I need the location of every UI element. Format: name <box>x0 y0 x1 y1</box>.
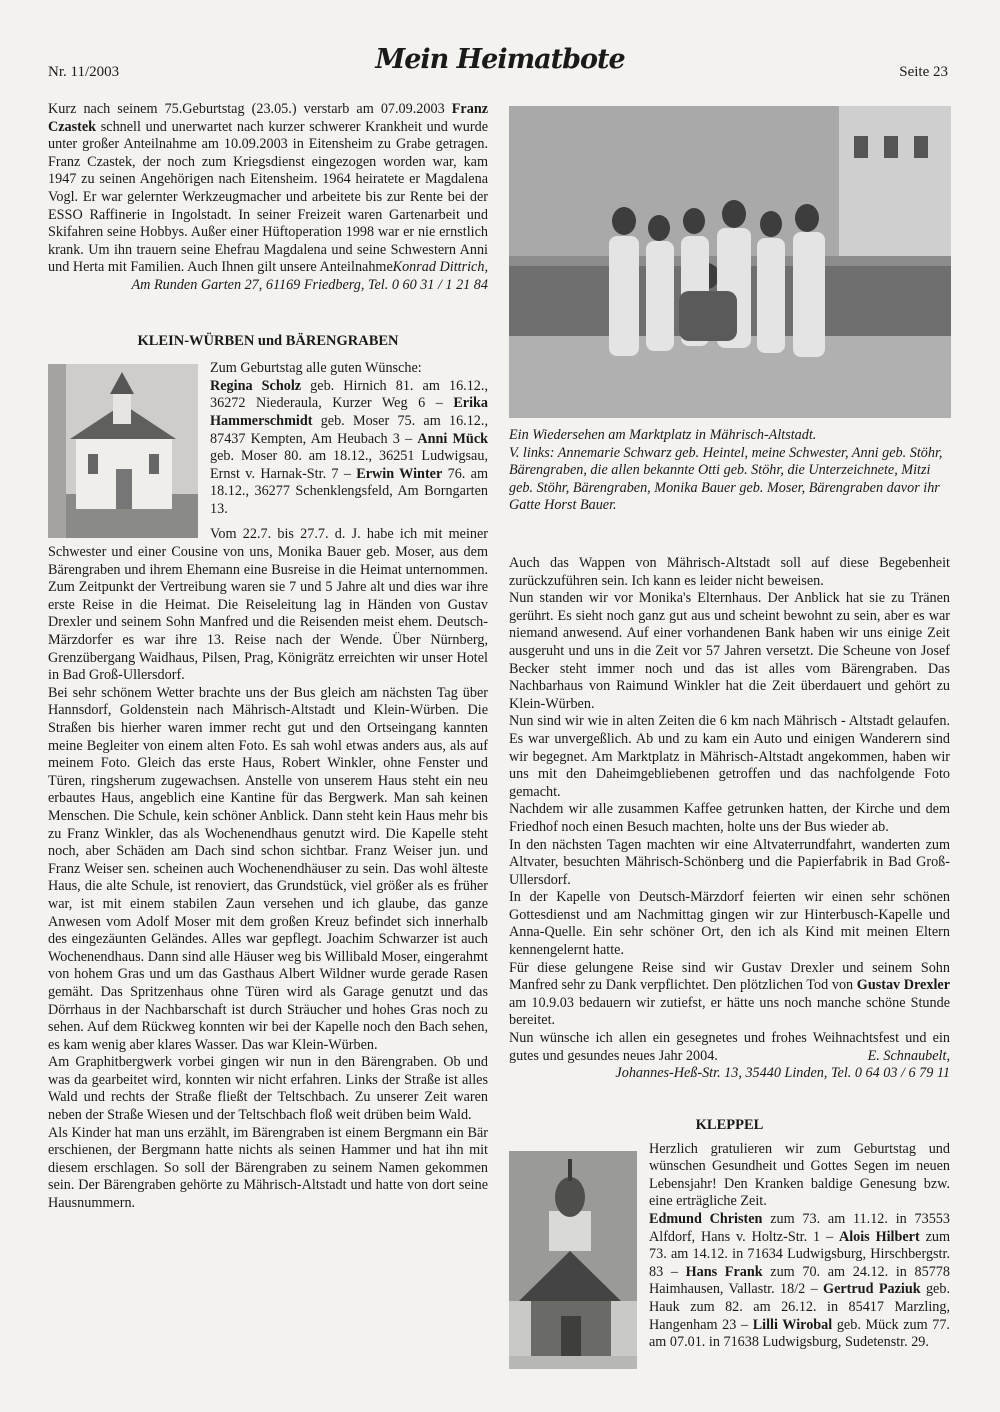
chapel-tower-photo <box>509 1151 637 1369</box>
masthead-title: Mein Heimatbote <box>375 44 625 75</box>
story-paragraph: Nun sind wir wie in alten Zeiten die 6 km nach Mährisch - Altstadt gelaufen. Es war unvergeßlich. Ab und zu kam ein Auto und einigen Wanderern sind wir begegnet. Am Marktplatz in Mährisch-Altstadt angekommen, haben wir uns mit den Daheimgebliebenen getroffen und das nachfolgende Foto gemacht. <box>509 713 950 800</box>
birthday-name: Lilli Wirobal <box>752 1316 833 1333</box>
right-column <box>509 555 950 1083</box>
birthday-name: Alois Hilbert <box>838 1228 920 1245</box>
obituary-address: Am Runden Garten 27, 61169 Friedberg, Tel. 0 60 31 / 1 21 84 <box>131 276 488 293</box>
photo-caption <box>509 427 950 515</box>
group-photo <box>509 106 951 418</box>
birthday-name: Hans Frank <box>685 1263 763 1280</box>
birthday-detail: geb. Mück zum 77. am 07.01. in 71638 Ludwigsburg, Sudetenstr. 29. <box>649 1316 950 1351</box>
story-paragraph: In der Kapelle von Deutsch-Märzdorf feierten wir einen sehr schönen Gottesdienst und am Nachmittag gingen wir zur Hinterbusch-Kapelle und Anna-Quelle. Ein sehr schöner Ort, den ich als Kind mit meinen Eltern kennengelernt hatte. <box>509 889 950 959</box>
group-photo-illustration <box>509 106 951 418</box>
chapel-photo <box>48 364 198 538</box>
story-paragraph: In den nächsten Tagen machten wir eine Altvaterrundfahrt, wanderten zum Altvater, besuchten Mährisch-Schönberg und die Papierfabrik in Bad Groß-Ullersdorf. <box>509 836 950 888</box>
chapel-tower-illustration <box>509 1151 637 1369</box>
author-signature: E. Schnaubelt, <box>867 1047 950 1064</box>
birthday-name: Anni Mück <box>417 430 489 447</box>
section-heading-kleppel: KLEPPEL <box>695 1117 764 1133</box>
birthday-name: Regina Scholz <box>210 377 302 394</box>
birthday-detail: geb. Hauk zum 82. am 26.12. in 85417 Marzling, Hangenham 23 – <box>649 1281 950 1333</box>
caption-line: Ein Wiedersehen am Marktplatz in Mährisch-Altstadt. <box>509 427 817 443</box>
left-column <box>48 101 488 1213</box>
birthday-detail: geb. Moser 80. am 18.12., 36251 Ludwigsau, Ernst v. Harnak-Str. 7 – <box>210 448 488 482</box>
obituary-text: schnell und unerwartet nach kurzer schwerer Krankheit und wurde unter großer Anteilnahme am 10.09.2003 in Eitensheim zu Grabe getragen. Franz Czastek, der noch zum Kriegsdienst eingezogen worden war, kam 1947 zu seinen Angehörigen nach Eitensheim. 1964 heiratete er Magdalena Vogl. Er war gelernter Werkzeugmacher und arbeitete bis zur Rente bei der ESSO Raffinerie in Ingolstadt. In seiner Freizeit waren Gartenarbeit und Skifahren seine Hobbys. Außer einer Hüftoperation 1998 war er nie ernstlich krank. Um ihn trauern seine Ehefrau Magdalena und seine Schwestern Anni und Herta mit Familien. Auch Ihnen gilt unsere Anteilnahme. <box>48 118 488 276</box>
author-address: Johannes-Heß-Str. 13, 35440 Linden, Tel. 0 64 03 / 6 79 11 <box>615 1065 950 1082</box>
story-paragraph: Auch das Wappen von Mährisch-Altstadt soll auf diese Begebenheit zurückzuführen sein. Ich kann es leider nicht beweisen. <box>509 555 950 589</box>
thanks-text: am 10.9.03 bedauern wir zutiefst, er hätte uns noch manche schöne Stunde bereitet. <box>509 994 950 1029</box>
birthday-detail: zum 73. am 11.12. in 73553 Alfdorf, Hans v. Holtz-Str. 1 – <box>649 1210 950 1245</box>
birthday-intro: Zum Geburtstag alle guten Wünsche: <box>210 360 422 377</box>
wish-paragraph: Nun wünsche ich allen ein gesegnetes und frohes Weihnachtsfest und ein gutes und gesundes neues Jahr 2004. <box>509 1030 950 1064</box>
birthday-detail: zum 70. am 24.12. in 85778 Haimhausen, Vallastr. 18/2 – <box>649 1263 950 1298</box>
birthday-name: Erwin Winter <box>356 465 443 482</box>
birthday-detail: geb. Moser 75. am 16.12., 87437 Kempten, Am Heubach 3 – <box>210 412 488 447</box>
page-number: Seite 23 <box>899 64 948 80</box>
obituary-signature: Konrad Dittrich, <box>392 259 488 276</box>
birthday-detail: zum 73. am 14.12. in 71634 Ludwigsburg, Hirschbergstr. 83 – <box>649 1228 950 1280</box>
story-paragraph: Bei sehr schönem Wetter brachte uns der Bus gleich am nächsten Tag über Hannsdorf, Goldenstein nach Mährisch-Altstadt und Klein-Würben. Die Straßen bis hierher waren immer recht gut und den Ortseingang kannten meine Begleiter von einem alten Foto. Es sah wohl etwas anders aus, als auf meinem Foto. Gleich das erste Haus, Robert Winkler, ohne Fenster und Türen, ringsherum zugewachsen. Anstelle von unserem Haus steht ein neu erbautes Haus, angeblich eine Kantine für das Bergwerk. Man sah keinen Menschen. Die Schule, kein schöner Anblick. Dann steht kein Haus mehr bis zu Franz Winkler, das als Wochenendhaus genutzt wird. Die Kapelle steht noch, aber Schäden am Dach sind schon sichtbar. Franz Weiser jun. und Franz Weiser sen. scheinen auch Wochenendhäuser zu sein. Das wohl älteste Haus, die alte Schule, ist renoviert, das Grundstück, viel größer als es früher war, ist mit einem stabilen Zaun versehen und ich glaube, das ganze Anwesen vom Adolf Moser mit dem großen Kreuz befindet sich innerhalb des eingezäunten Geländes. Alles war gepflegt. Joachim Schwarzer ist auch Wochenendhaus. Dann sind alle Häuser weg bis Willibald Moser, eingerahmt von hohem Gras und um das Gasthaus Albert Wildner wurde gerade Rasen gemäht. Das Spritzenhaus ohne Türen wird als Garage genutzt und das Dörrhaus in der Nachbarschaft ist durch Sträucher und hohes Gras noch zu sehen. Auf dem Rückweg konnten wir bei der Kapelle noch den Bach sehen, es kam wenig aber klares Wasser. Das war Klein-Würben. <box>48 684 488 1053</box>
story-paragraph: Nun standen wir vor Monika's Elternhaus. Der Anblick hat sie zu Tränen gerührt. Es sieht noch ganz gut aus und scheint bewohnt zu sein, aber es war niemand anwesend. Auf einer vorhandenen Bank haben wir uns einige Zeit ausgeruht und uns in die Zeit vor 57 Jahren versetzt. Die Scheune von Josef Becker steht immer noch und das ist alles vom Bärengraben. Das Nachbarhaus von Raimund Winkler hat die Zeit überdauert und gehört zu Klein-Würben. <box>509 590 950 712</box>
obituary-paragraph <box>48 101 488 277</box>
caption-line: V. links: Annemarie Schwarz geb. Heintel, meine Schwester, Anni geb. Stöhr, Bärengraben, die allen bekannte Otti geb. Stöhr, die Unterzeichnete, Mitzi geb. Stöhr, Bärengraben, Monika Bauer geb. Moser, Bärengraben davor ihr Gatte Horst Bauer. <box>509 444 943 514</box>
obituary-text: Kurz nach seinem 75.Geburtstag (23.05.) verstarb am 07.09.2003 <box>48 101 445 117</box>
kleppel-intro: Herzlich gratulieren wir zum Geburtstag und wünschen Gesundheit und Gottes Segen im neuen Lebensjahr! Den Kranken baldige Genesung bzw. eine erträgliche Zeit. <box>649 1140 950 1210</box>
birthday-name: Gertrud Paziuk <box>823 1281 921 1298</box>
story-paragraph: Vom 22.7. bis 27.7. d. J. habe ich mit meiner Schwester und einer Cousine von uns, Monika Bauer geb. Moser, aus dem Bärengraben und ihrem Ehemann eine Busreise in die Heimat unternommen. Zum Zeitpunkt der Vertreibung waren sie 7 und 5 Jahre alt und dies war ihre erste Reise in die Heimat. Die Reiseleitung lag in Händen von Gustav Drexler und seinem Sohn Manfred und die Reisenden meist ehem. Deutsch-Märzdorfer es war ihre 13. Reise nach der Wende. Über Nürnberg, Grenzübergang Waidhaus, Pilsen, Prag, Königrätz erreichten wir unser Hotel in Bad Groß-Ullersdorf. <box>48 526 488 684</box>
kleppel-section <box>509 1117 950 1373</box>
story-paragraph: Nachdem wir alle zusammen Kaffee getrunken hatten, der Kirche und dem Friedhof noch einen Besuch machten, holte uns der Bus wieder ab. <box>509 801 950 835</box>
birthday-detail: geb. Hirnich 81. am 16.12., 36272 Niederaula, Kurzer Weg 6 – <box>210 377 488 412</box>
thanks-text: Für diese gelungene Reise sind wir Gustav Drexler und seinem Sohn Manfred sehr zu Dank verpflichtet. Den plötzlichen Tod von <box>509 959 950 994</box>
birthday-detail: 76. am 18.12., 36277 Schenklengsfeld, Am Borngarten 13. <box>210 465 488 517</box>
story-paragraph: Am Graphitbergwerk vorbei gingen wir nun in den Bärengraben. Ob und was da gearbeitet wird, konnten wir nicht erfahren. Links der Straße ist alles Wald und rechts der Straße fließt der Teltschbach. Zu unserer Zeit waren neben der Straße Wiesen und der Teltschbach floß weit drüben beim Wald. <box>48 1054 488 1124</box>
birthday-name: Edmund Christen <box>649 1210 763 1227</box>
chapel-illustration <box>48 364 198 538</box>
obituary-name: Franz Czastek <box>48 101 489 135</box>
thanks-paragraph <box>509 960 950 1030</box>
story-paragraph: Als Kinder hat man uns erzählt, im Bärengraben ist einem Bergmann ein Bär erschienen, der Bergmann hatte nichts als seinen Hammer und hat ihn mit diesem erschlagen. So soll der Bärengraben zu seinem Namen gekommen sein. Der Bärengraben gehörte zu Mährisch-Altstadt und hatte von dort seine Hausnummern. <box>48 1124 488 1212</box>
issue-number: Nr. 11/2003 <box>48 64 120 80</box>
thanks-name: Gustav Drexler <box>856 977 950 994</box>
section-heading-klein-wuerben: KLEIN-WÜRBEN und BÄRENGRABEN <box>137 332 399 349</box>
birthday-name: Erika Hammerschmidt <box>210 395 488 429</box>
